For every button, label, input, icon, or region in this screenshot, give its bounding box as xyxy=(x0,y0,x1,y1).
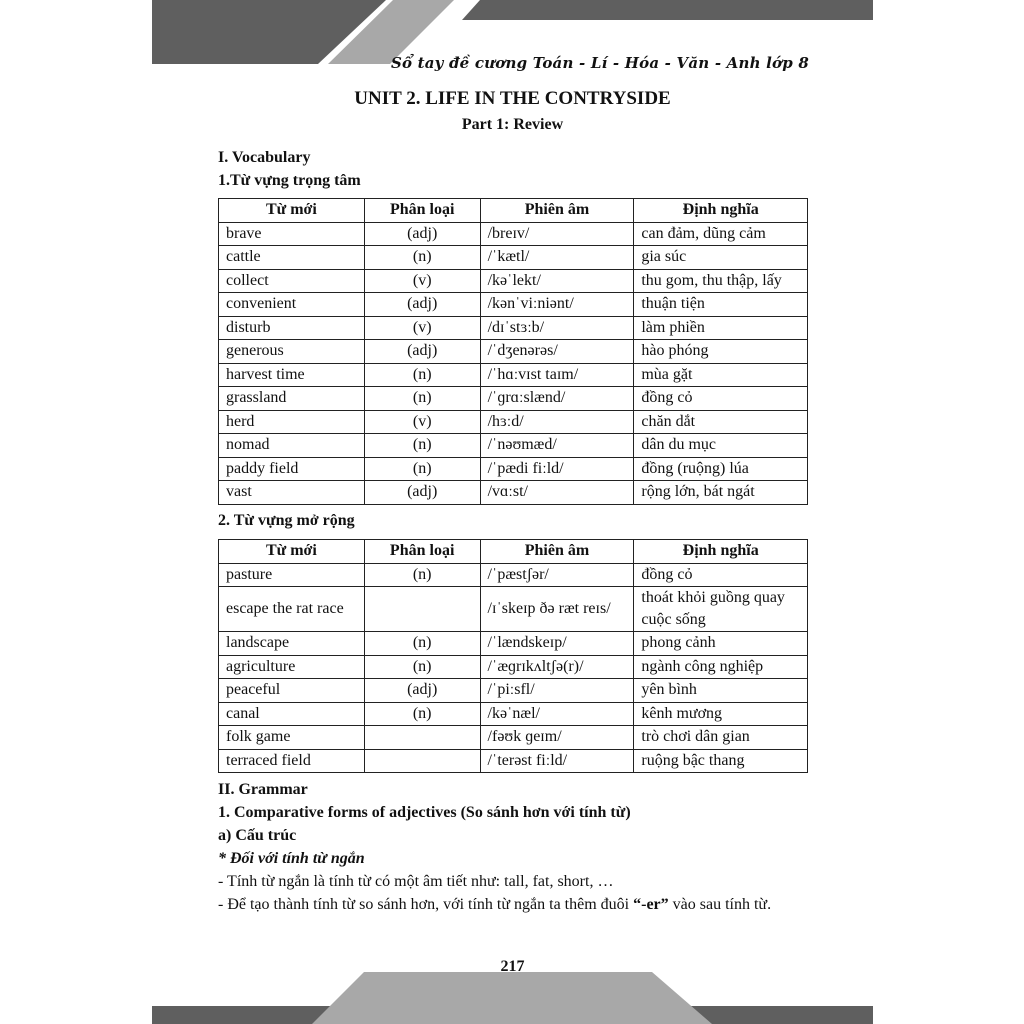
table-row xyxy=(219,726,808,750)
page-number: 217 xyxy=(500,958,525,975)
short-adjective-heading: * Đối với tính từ ngắn xyxy=(218,850,365,867)
cell-meaning: đồng cỏ xyxy=(634,387,808,411)
cell-type: (n) xyxy=(364,363,480,387)
footer-band-light xyxy=(312,972,712,1024)
grammar-section-title: 1. Comparative forms of adjectives (So sánh hơn với tính từ) xyxy=(218,804,631,821)
grammar-line-2-start: - Để tạo thành tính từ so sánh hơn, với tính từ ngắn ta thêm đuôi xyxy=(218,896,634,913)
cell-meaning: ruộng bậc thang xyxy=(634,749,808,773)
table-row xyxy=(219,222,808,246)
cell-meaning: phong cảnh xyxy=(634,632,808,656)
cell-type: (n) xyxy=(364,702,480,726)
core-vocabulary-table xyxy=(218,198,808,505)
part-title: Part 1: Review xyxy=(461,116,564,133)
cell-meaning: trò chơi dân gian xyxy=(634,726,808,750)
cell-meaning: yên bình xyxy=(634,679,808,703)
core-vocabulary-heading: 1.Từ vựng trọng tâm xyxy=(218,172,361,189)
cell-meaning: thu gom, thu thập, lấy xyxy=(634,269,808,293)
table-row xyxy=(219,457,808,481)
grammar-line-2 xyxy=(218,896,771,914)
cell-ipa: /ˈdʒenərəs/ xyxy=(480,340,634,364)
cell-type: (adj) xyxy=(364,340,480,364)
cell-type: (n) xyxy=(364,387,480,411)
cell-word: agriculture xyxy=(219,655,365,679)
table-row xyxy=(219,632,808,656)
extended-vocabulary-heading: 2. Từ vựng mở rộng xyxy=(218,512,355,529)
extended-vocabulary-table xyxy=(218,539,808,773)
cell-ipa: /hɜːd/ xyxy=(480,410,634,434)
footer-decoration xyxy=(152,972,873,1024)
table-row xyxy=(219,563,808,587)
cell-word: collect xyxy=(219,269,365,293)
cell-ipa: /ˈlændskeɪp/ xyxy=(480,632,634,656)
column-header-type: Phân loại xyxy=(364,199,480,223)
cell-word: brave xyxy=(219,222,365,246)
table-row xyxy=(219,269,808,293)
cell-type xyxy=(364,587,480,632)
cell-word: convenient xyxy=(219,293,365,317)
cell-meaning: đồng cỏ xyxy=(634,563,808,587)
table-row xyxy=(219,655,808,679)
table-row xyxy=(219,293,808,317)
structure-heading: a) Cấu trúc xyxy=(218,827,297,844)
cell-word: landscape xyxy=(219,632,365,656)
unit-title: UNIT 2. LIFE IN THE CONTRYSIDE xyxy=(354,88,671,109)
cell-word: paddy field xyxy=(219,457,365,481)
column-header-meaning: Định nghĩa xyxy=(634,199,808,223)
cell-ipa: /ˈɡrɑːslænd/ xyxy=(480,387,634,411)
table-row xyxy=(219,316,808,340)
cell-ipa: /kəˈlekt/ xyxy=(480,269,634,293)
cell-word: terraced field xyxy=(219,749,365,773)
table-row xyxy=(219,679,808,703)
table-row xyxy=(219,702,808,726)
cell-ipa: /vɑːst/ xyxy=(480,481,634,505)
cell-meaning: thuận tiện xyxy=(634,293,808,317)
cell-type: (n) xyxy=(364,434,480,458)
cell-meaning: rộng lớn, bát ngát xyxy=(634,481,808,505)
cell-meaning: can đảm, dũng cảm xyxy=(634,222,808,246)
table-row xyxy=(219,340,808,364)
column-header-ipa: Phiên âm xyxy=(480,540,634,564)
grammar-heading: II. Grammar xyxy=(218,781,308,798)
table-header-row xyxy=(219,199,808,223)
grammar-line-1: - Tính từ ngắn là tính từ có một âm tiết như: tall, fat, short, … xyxy=(218,873,614,890)
table-row xyxy=(219,410,808,434)
column-header-word: Từ mới xyxy=(219,540,365,564)
cell-type: (v) xyxy=(364,269,480,293)
cell-type xyxy=(364,726,480,750)
cell-type: (n) xyxy=(364,246,480,270)
cell-word: folk game xyxy=(219,726,365,750)
cell-ipa: /ˈpiːsfl/ xyxy=(480,679,634,703)
cell-ipa: /breɪv/ xyxy=(480,222,634,246)
cell-word: canal xyxy=(219,702,365,726)
column-header-ipa: Phiên âm xyxy=(480,199,634,223)
cell-word: nomad xyxy=(219,434,365,458)
cell-type: (v) xyxy=(364,410,480,434)
grammar-line-2-end: vào sau tính từ. xyxy=(668,896,772,913)
er-suffix: “-er” xyxy=(633,896,669,913)
header-band-right xyxy=(462,0,873,20)
cell-word: disturb xyxy=(219,316,365,340)
cell-word: peaceful xyxy=(219,679,365,703)
cell-word: escape the rat race xyxy=(219,587,365,632)
table-row xyxy=(219,434,808,458)
cell-meaning: gia súc xyxy=(634,246,808,270)
cell-ipa: /ˈterəst fiːld/ xyxy=(480,749,634,773)
cell-type xyxy=(364,749,480,773)
column-header-type: Phân loại xyxy=(364,540,480,564)
cell-ipa: /ˈpæstʃər/ xyxy=(480,563,634,587)
cell-meaning: hào phóng xyxy=(634,340,808,364)
table-header-row xyxy=(219,540,808,564)
cell-meaning: thoát khỏi guồng quay cuộc sống xyxy=(634,587,808,632)
cell-ipa: /dɪˈstɜːb/ xyxy=(480,316,634,340)
cell-type: (n) xyxy=(364,563,480,587)
cell-word: vast xyxy=(219,481,365,505)
cell-meaning: mùa gặt xyxy=(634,363,808,387)
cell-ipa: /ɪˈskeɪp ðə ræt reɪs/ xyxy=(480,587,634,632)
table-row xyxy=(219,246,808,270)
cell-ipa: /ˈæɡrɪkʌltʃə(r)/ xyxy=(480,655,634,679)
cell-type: (adj) xyxy=(364,679,480,703)
cell-ipa: /ˈnəʊmæd/ xyxy=(480,434,634,458)
cell-type: (adj) xyxy=(364,222,480,246)
running-header: Sổ tay đề cương Toán - Lí - Hóa - Văn - Anh lớp 8 xyxy=(390,54,809,72)
cell-ipa: /ˈpædi fiːld/ xyxy=(480,457,634,481)
cell-ipa: /kəˈnæl/ xyxy=(480,702,634,726)
cell-type: (adj) xyxy=(364,481,480,505)
cell-word: grassland xyxy=(219,387,365,411)
cell-meaning: dân du mục xyxy=(634,434,808,458)
table-row xyxy=(219,363,808,387)
cell-ipa: /ˈkætl/ xyxy=(480,246,634,270)
table-row xyxy=(219,587,808,632)
cell-ipa: /kənˈviːniənt/ xyxy=(480,293,634,317)
table-row xyxy=(219,481,808,505)
document-page xyxy=(152,0,873,1024)
cell-type: (n) xyxy=(364,632,480,656)
cell-ipa: /fəʊk ɡeɪm/ xyxy=(480,726,634,750)
cell-word: harvest time xyxy=(219,363,365,387)
cell-meaning: đồng (ruộng) lúa xyxy=(634,457,808,481)
cell-word: generous xyxy=(219,340,365,364)
cell-word: pasture xyxy=(219,563,365,587)
cell-type: (adj) xyxy=(364,293,480,317)
cell-word: herd xyxy=(219,410,365,434)
table-row xyxy=(219,387,808,411)
cell-meaning: kênh mương xyxy=(634,702,808,726)
cell-meaning: ngành công nghiệp xyxy=(634,655,808,679)
cell-type: (v) xyxy=(364,316,480,340)
cell-meaning: chăn dắt xyxy=(634,410,808,434)
vocabulary-heading: I. Vocabulary xyxy=(218,149,311,166)
column-header-meaning: Định nghĩa xyxy=(634,540,808,564)
column-header-word: Từ mới xyxy=(219,199,365,223)
cell-type: (n) xyxy=(364,655,480,679)
cell-type: (n) xyxy=(364,457,480,481)
cell-word: cattle xyxy=(219,246,365,270)
cell-meaning: làm phiền xyxy=(634,316,808,340)
cell-ipa: /ˈhɑːvɪst taɪm/ xyxy=(480,363,634,387)
table-row xyxy=(219,749,808,773)
